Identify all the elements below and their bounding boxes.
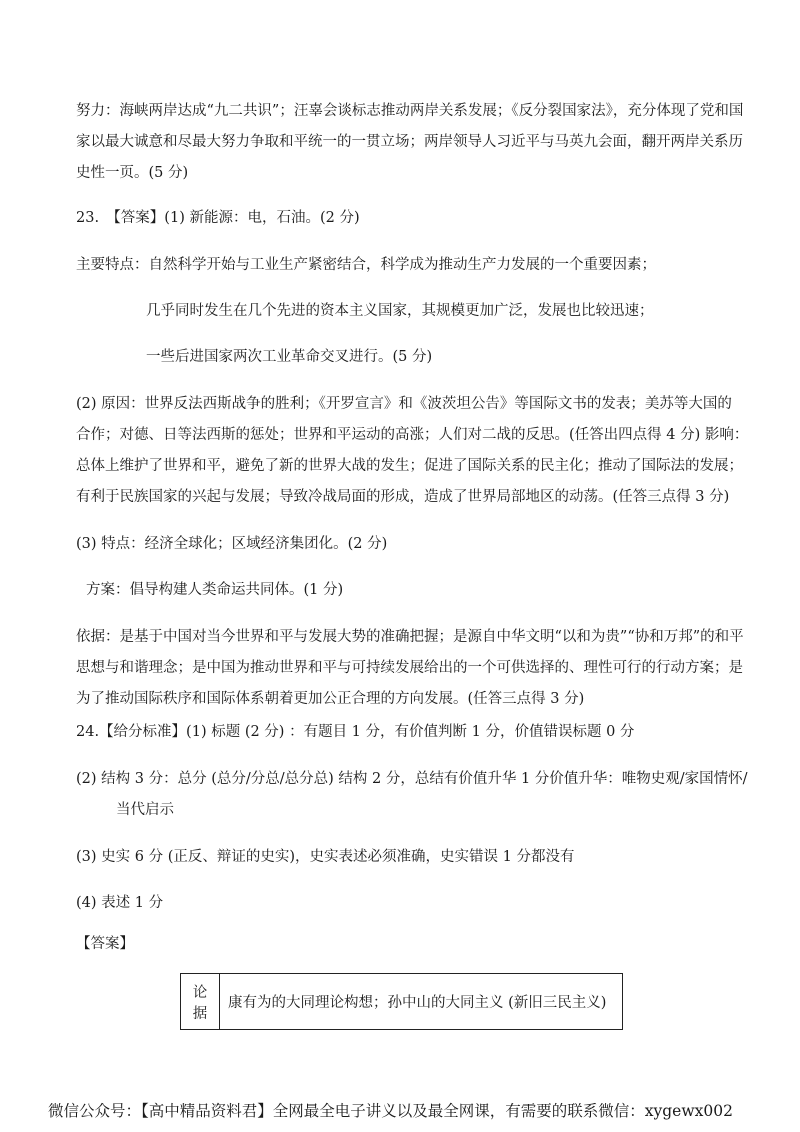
text-line: 当代启示 [116, 802, 174, 818]
text-line: 有利于民族国家的兴起与发展；导致冷战局面的形成，造成了世界局部地区的动荡。(任答三点得 3 分) [76, 489, 730, 505]
text-line: 主要特点：自然科学开始与工业生产紧密结合，科学成为推动生产力发展的一个重要因素； [76, 257, 656, 273]
footer-watermark-text: 微信公众号：【高中精品资料君】全网最全电子讲义以及最全网课，有需要的联系微信：xygewx002 [48, 1102, 733, 1120]
question-24-scoring-line: 24.【给分标准】(1) 标题 (2 分) ：有题目 1 分，有价值判断 1 分，价值错误标题 0 分 [76, 724, 635, 740]
text-line: 几乎同时发生在几个先进的资本主义国家，其规模更加广泛，发展也比较迅速； [146, 303, 654, 319]
table-key-cell: 论据 [181, 974, 220, 1030]
argument-table [180, 973, 623, 1030]
text-line: 努力：海峡两岸达成“九二共识”；汪辜会谈标志推动两岸关系发展；《反分裂国家法》，充分体现了党和国 [76, 103, 744, 119]
text-line: (3) 特点：经济全球化；区域经济集团化。(2 分) [76, 536, 388, 552]
text-line: 总体上维护了世界和平，避免了新的世界大战的发生；促进了国际关系的民主化；推动了国际法的发展； [76, 458, 743, 474]
text-line: 思想与和谐理念；是中国为推动世界和平与可持续发展给出的一个可供选择的、理性可行的行动方案；是 [76, 660, 743, 676]
text-line: (2) 结构 3 分：总分 (总分/分总/总分总) 结构 2 分，总结有价值升华 1 分价值升华：唯物史观/家国情怀/ [76, 771, 748, 787]
question-23-answer-line: 23. 【答案】(1) 新能源：电，石油。(2 分) [76, 210, 360, 226]
text-line: 合作；对德、日等法西斯的惩处；世界和平运动的高涨；人们对二战的反思。(任答出四点得 4 分) 影响： [76, 427, 749, 443]
answer-heading: 【答案】 [76, 936, 134, 952]
text-line: 家以最大诚意和尽最大努力争取和平统一的一贯立场；两岸领导人习近平与马英九会面，翻开两岸关系历 [76, 134, 743, 150]
text-line: (3) 史实 6 分 (正反、辩证的史实)，史实表述必须准确，史实错误 1 分都没有 [76, 849, 575, 865]
text-line: 一些后进国家两次工业革命交叉进行。(5 分) [146, 349, 433, 365]
text-line: 为了推动国际秩序和国际体系朝着更加公正合理的方向发展。(任答三点得 3 分) [76, 691, 585, 707]
table-value-cell: 康有为的大同理论构想；孙中山的大同主义 (新旧三民主义) [220, 974, 623, 1030]
text-line: 方案：倡导构建人类命运共同体。(1 分) [86, 582, 344, 598]
text-line: 史性一页。(5 分) [76, 165, 189, 181]
text-line: 依据：是基于中国对当今世界和平与发展大势的准确把握；是源自中华文明“以和为贵”“协和万邦”的和平 [76, 629, 744, 645]
table-row [181, 974, 623, 1030]
text-line: (2) 原因：世界反法西斯战争的胜利；《开罗宣言》和《波茨坦公告》等国际文书的发表；美苏等大国的 [76, 396, 732, 412]
text-line: (4) 表述 1 分 [76, 895, 164, 911]
